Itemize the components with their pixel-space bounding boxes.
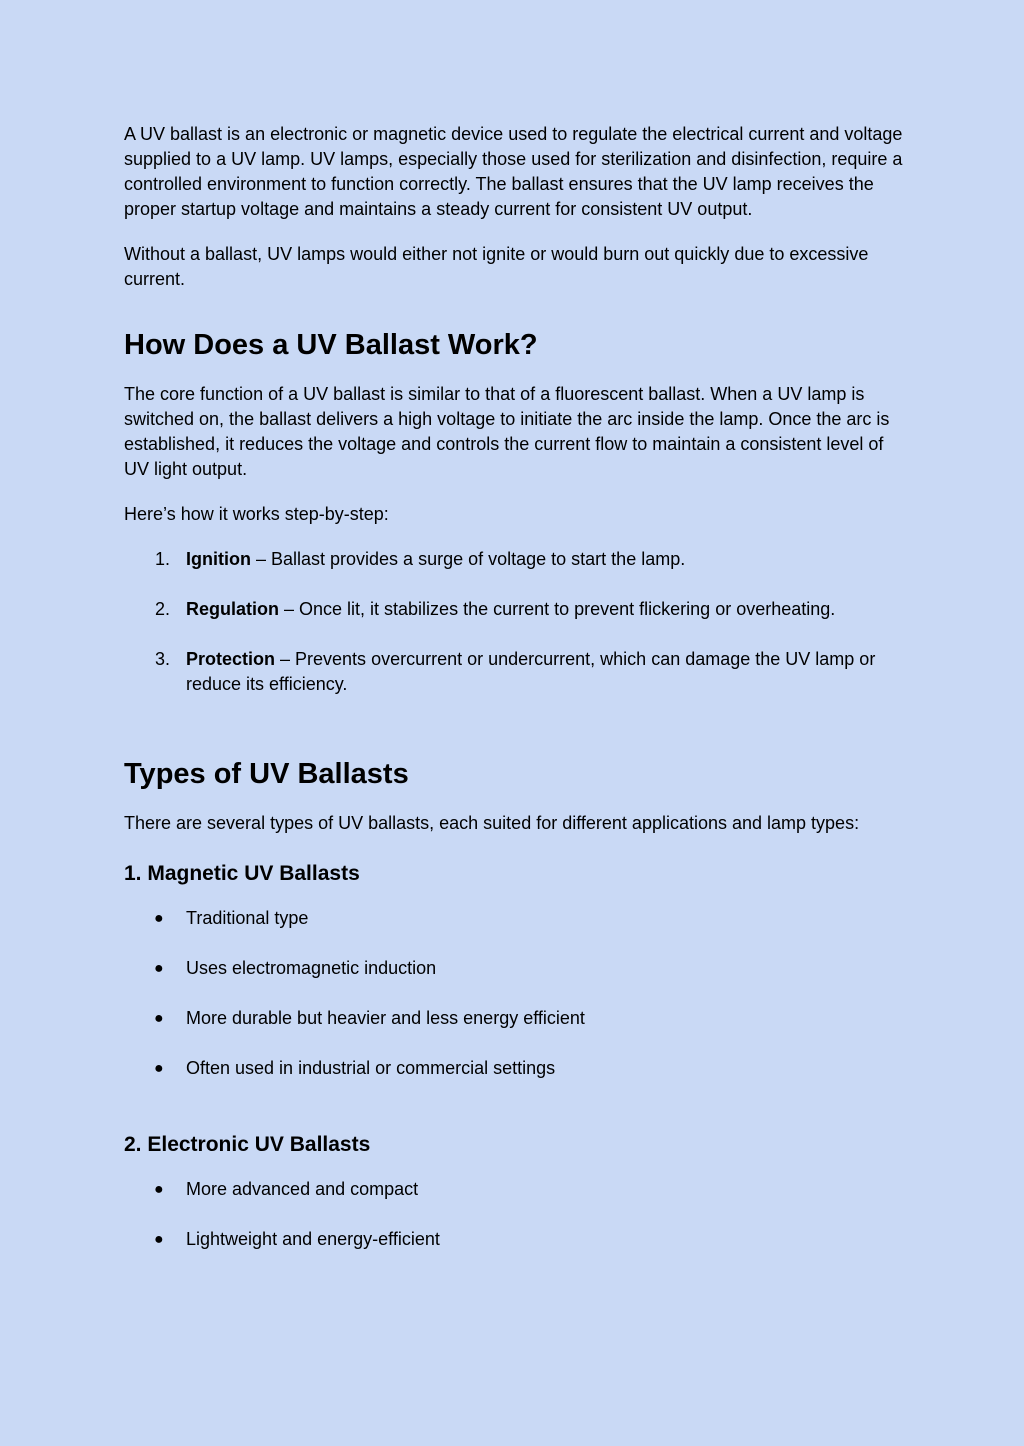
step-term: Ignition <box>186 549 251 569</box>
bullet-icon: ● <box>154 1231 164 1248</box>
step-number: 2. <box>155 599 171 619</box>
list-item-text: Traditional type <box>186 908 309 928</box>
list-item <box>124 1227 904 1252</box>
list-item-text: More advanced and compact <box>186 1179 419 1199</box>
list-item <box>124 1006 904 1031</box>
list-item-text: Uses electromagnetic induction <box>186 958 437 978</box>
step-text: – Ballast provides a surge of voltage to start the lamp. <box>250 549 686 569</box>
magnetic-heading: 1. Magnetic UV Ballasts <box>124 862 360 885</box>
intro-paragraph-2: Without a ballast, UV lamps would either not ignite or would burn out quickly due to excessive current. <box>124 244 869 289</box>
steps-list <box>124 547 904 697</box>
electronic-heading: 2. Electronic UV Ballasts <box>124 1133 371 1156</box>
step-text: – Prevents overcurrent or undercurrent, which can damage the UV lamp or reduce its efficiency. <box>186 649 876 694</box>
types-heading: Types of UV Ballasts <box>124 758 409 790</box>
bullet-icon: ● <box>154 960 164 977</box>
list-item-text: More durable but heavier and less energy efficient <box>186 1008 585 1028</box>
step-text: – Once lit, it stabilizes the current to prevent flickering or overheating. <box>279 599 836 619</box>
list-item <box>124 547 904 572</box>
how-heading: How Does a UV Ballast Work? <box>124 329 538 361</box>
step-number: 3. <box>155 649 171 669</box>
step-term: Protection <box>186 649 276 669</box>
list-item <box>124 956 904 981</box>
list-item <box>124 906 904 931</box>
step-number: 1. <box>155 549 171 569</box>
how-paragraph: The core function of a UV ballast is similar to that of a fluorescent ballast. When a UV lamp is switched on, the ballast delivers a high voltage to initiate the arc inside the lamp. Once the arc is established, it reduces the voltage and controls the current flow to maintain a consistent level of UV light output. <box>124 384 890 479</box>
bullet-icon: ● <box>154 910 164 927</box>
electronic-list <box>124 1177 904 1252</box>
bullet-icon: ● <box>154 1181 164 1198</box>
types-intro: There are several types of UV ballasts, each suited for different applications and lamp types: <box>124 813 860 833</box>
magnetic-list <box>124 906 904 1081</box>
list-item <box>124 1177 904 1202</box>
list-item-text: Often used in industrial or commercial settings <box>186 1058 556 1078</box>
intro-paragraph-1: A UV ballast is an electronic or magnetic device used to regulate the electrical current and voltage supplied to a UV lamp. UV lamps, especially those used for sterilization and disinfection, require a controlled environment to function correctly. The ballast ensures that the UV lamp receives the proper startup voltage and maintains a steady current for consistent UV output. <box>124 124 903 219</box>
bullet-icon: ● <box>154 1060 164 1077</box>
list-item <box>124 647 904 697</box>
step-term: Regulation <box>186 599 279 619</box>
bullet-icon: ● <box>154 1010 164 1027</box>
document-content <box>124 122 904 1252</box>
list-item <box>124 1056 904 1081</box>
steps-intro: Here’s how it works step-by-step: <box>124 504 389 524</box>
list-item <box>124 597 904 622</box>
list-item-text: Lightweight and energy-efficient <box>186 1229 440 1249</box>
